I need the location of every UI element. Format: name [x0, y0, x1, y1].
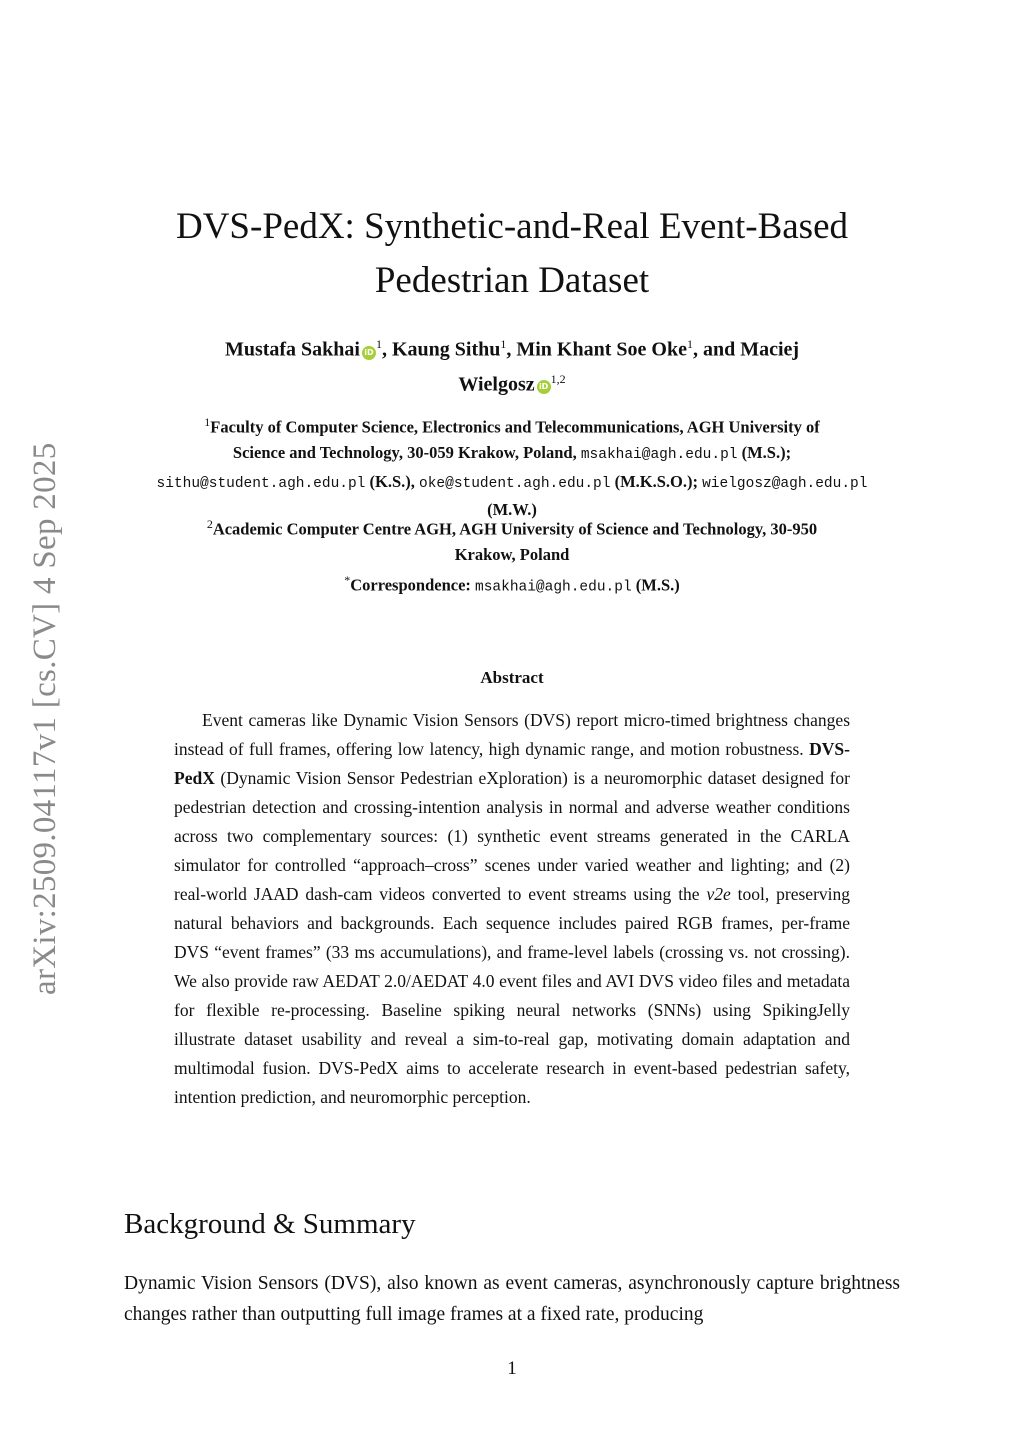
section-body: Dynamic Vision Sensors (DVS), also known as event cameras, asynchronously capture brightness changes rather than outputting full image frames at a fixed rate, producing: [124, 1273, 900, 1325]
paper-title: [90, 200, 934, 308]
email-link[interactable]: msakhai@agh.edu.pl: [475, 579, 632, 596]
author-sithu: , Kaung Sithu: [381, 338, 501, 361]
orcid-icon[interactable]: iD: [537, 380, 551, 394]
email-link[interactable]: msakhai@agh.edu.pl: [580, 447, 738, 464]
section-heading: Background & Summary: [124, 1208, 416, 1240]
email-link[interactable]: wielgosz@agh.edu.pl: [702, 475, 868, 492]
page-number: 1: [507, 1358, 517, 1379]
orcid-icon[interactable]: iD: [362, 346, 376, 360]
abstract-body: Event cameras like Dynamic Vision Sensors (DVS) report micro-timed brightness changes instead of full frames, offering low latency, high dynamic range, and motion robustness. DVS-PedX (Dynamic Vision Sensor Pedestrian eXploration) is a neuromorphic dataset designed for pedestrian detection and crossing-intention analysis in normal and adverse weather conditions across two complementary sources: (1) synthetic event streams generated in the CARLA simulator for controlled “approach–cross” scenes under varied weather and lighting; and (2) real-world JAAD dash-cam videos converted to event streams using the v2e tool, preserving natural behaviors and backgrounds. Each sequence includes paired RGB frames, per-frame DVS “event frames” (33 ms accumulations), and frame-level labels (crossing vs. not crossing). We also provide raw AEDAT 2.0/AEDAT 4.0 event files and AVI DVS video files and metadata for flexible re-processing. Baseline spiking neural networks (SNNs) using SpikingJelly illustrate dataset usability and reveal a sim-to-real gap, motivating domain adaptation and multimodal fusion. DVS-PedX aims to accelerate research in event-based pedestrian safety, intention prediction, and neuromorphic perception.: [174, 710, 851, 1107]
author-wielgosz: Wielgosz: [458, 373, 535, 396]
author-sakhai: Mustafa Sakhai: [224, 338, 360, 361]
author-list: Mustafa Sakhai $iD^1$, Kaung Sithu$^1$, Min Khant Soe Oke$^1$, and Maciej Wielgosz iD$^{1,2}$: [224, 337, 800, 396]
author-oke: , Min Khant Soe Oke: [506, 338, 687, 361]
email-link[interactable]: sithu@student.agh.edu.pl: [156, 475, 366, 492]
abstract-heading: Abstract: [480, 668, 544, 687]
affiliation-1: $^1$Faculty of Computer Science, Electronics and Telecommunications, AGH University of Science and Technology, 30-059 Krakow, Poland, msakhai@agh.edu.pl (M.S.); sithu@student.agh.edu.pl (K.S.), oke@student.agh.edu.pl (M.K.S.O.); wielgosz@agh.edu.pl (M.W.): [156, 415, 868, 520]
dataset-name: DVS-PedX: [174, 739, 850, 788]
title-line-2: Pedestrian Dataset: [374, 260, 650, 301]
title-line-1: DVS-PedX: Synthetic-and-Real Event-Based: [175, 206, 849, 247]
affiliation-2: $^2$Academic Computer Centre AGH, AGH University of Science and Technology, 30-950 Krakow, Poland *Correspondence: msakhai@agh.edu.pl (M.S.): [206, 517, 818, 596]
tool-name: v2e: [706, 884, 731, 904]
arxiv-identifier: arXiv:2509.04117v1 [cs.CV] 4 Sep 2025: [27, 442, 63, 995]
email-link[interactable]: oke@student.agh.edu.pl: [419, 475, 611, 492]
